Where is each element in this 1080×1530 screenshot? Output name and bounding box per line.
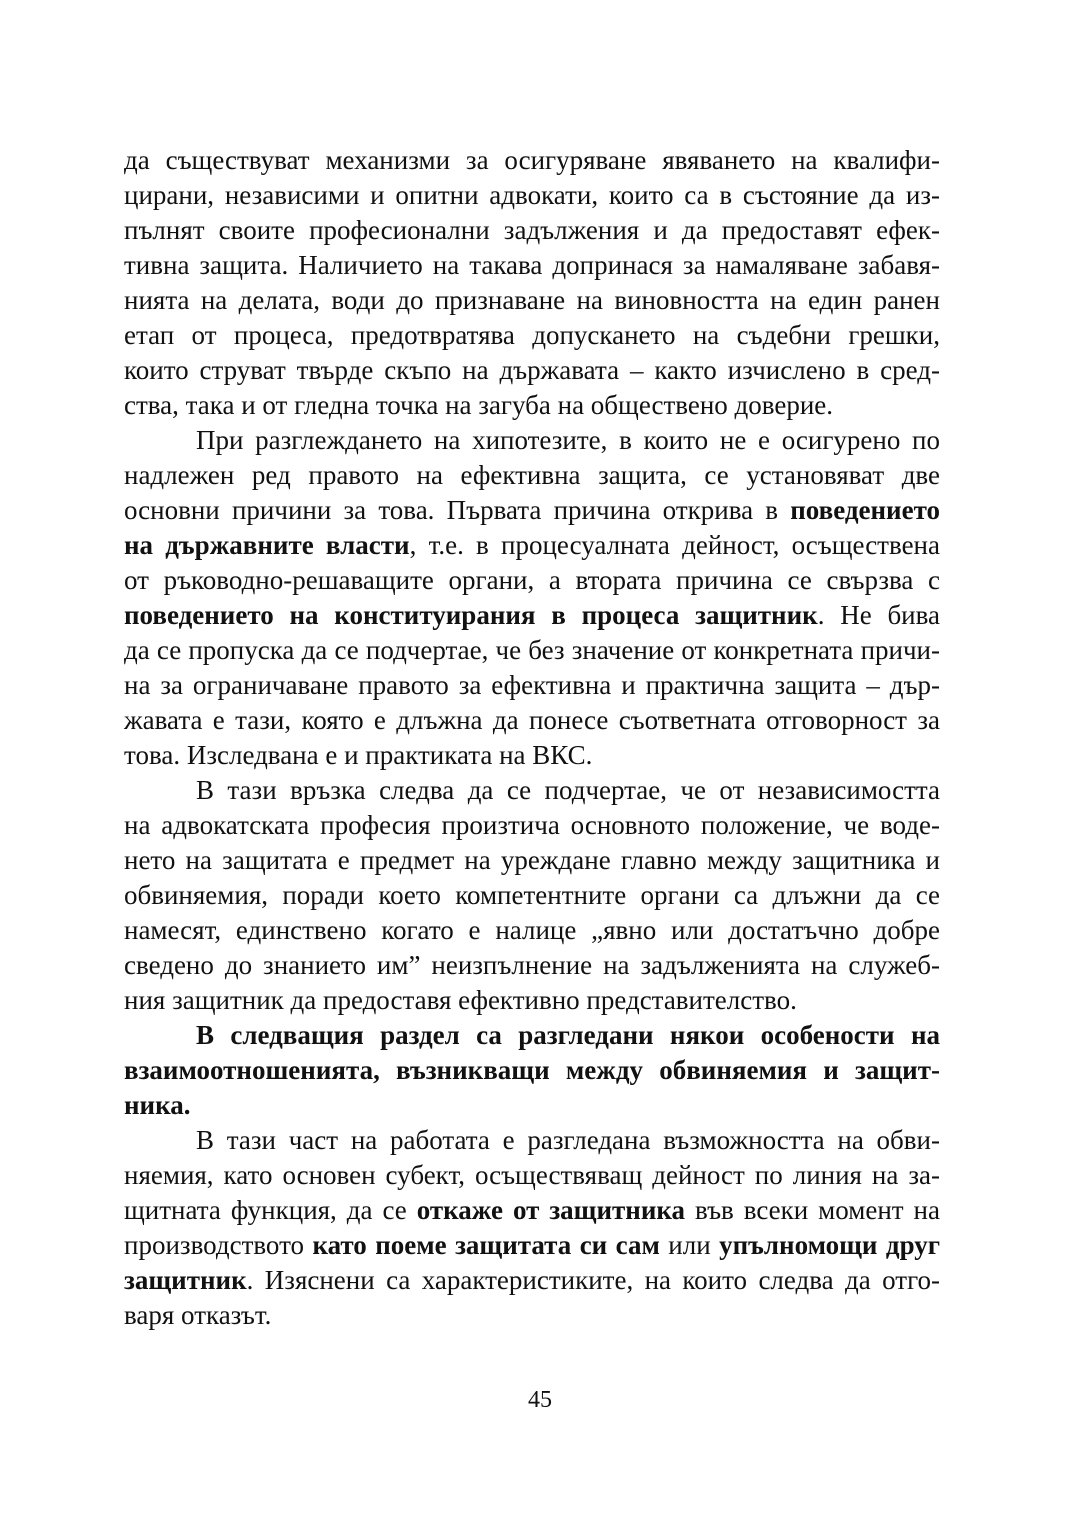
- paragraph: [124, 773, 940, 1018]
- text-segment: това. Изследвана е и практиката на ВКС.: [124, 740, 593, 770]
- text-segment: жавата е тази, която е длъжна да понесе съответната отговорност за: [124, 705, 940, 735]
- text-segment: във всеки момент на: [685, 1195, 940, 1225]
- paragraph: [124, 1123, 940, 1333]
- text-segment: При разглеждането на хипотезите, в които не е осигурено по: [196, 425, 940, 455]
- text-segment: щитната функция, да се: [124, 1195, 417, 1225]
- text-line: [124, 1193, 940, 1228]
- text-line: [124, 563, 940, 598]
- bold-text: упълномощи друг: [719, 1230, 940, 1260]
- text-segment: . Изяснени са характеристиките, на които следва да отго-: [246, 1265, 940, 1295]
- text-line: [124, 633, 940, 668]
- text-line: [124, 283, 940, 318]
- text-segment: . Не бива: [817, 600, 941, 630]
- text-segment: производството: [124, 1230, 313, 1260]
- paragraph: [124, 423, 940, 773]
- text-line: [124, 948, 940, 983]
- text-segment: ния защитник да предоставя ефективно представителство.: [124, 985, 797, 1015]
- paragraph: [124, 143, 940, 423]
- text-segment: цирани, независими и опитни адвокати, които са в състояние да из-: [124, 180, 940, 210]
- text-segment: да се пропуска да се подчертае, че без значение от конкретната причи-: [124, 635, 940, 665]
- text-line: [124, 1088, 940, 1123]
- text-line: [124, 1053, 940, 1088]
- page-body: [124, 143, 940, 1333]
- bold-text: защитник: [124, 1265, 247, 1295]
- text-line: [124, 1298, 940, 1333]
- text-line: [124, 1263, 940, 1298]
- text-line: [124, 248, 940, 283]
- text-segment: надлежен ред правото на ефективна защита, се установяват две: [124, 460, 940, 490]
- text-line: [124, 388, 940, 423]
- text-line: [124, 458, 940, 493]
- text-line: [124, 703, 940, 738]
- text-line: [124, 878, 940, 913]
- text-segment: или: [659, 1230, 720, 1260]
- text-line: [124, 1123, 940, 1158]
- bold-text: като поеме защитата си сам: [312, 1230, 660, 1260]
- bold-text: поведението: [790, 495, 940, 525]
- text-segment: етап от процеса, предотвратява допускането на съдебни грешки,: [124, 320, 940, 350]
- text-segment: В тази част на работата е разгледана възможността на обви-: [196, 1125, 940, 1155]
- text-line: [124, 143, 940, 178]
- bold-text: ника.: [124, 1090, 191, 1120]
- bold-text: на държавните власти: [124, 530, 410, 560]
- text-line: [124, 1018, 940, 1053]
- bold-text: взаимоотношенията, възникващи между обвиняемия и защит-: [124, 1055, 940, 1085]
- text-line: [124, 423, 940, 458]
- text-segment: намесят, единствено когато е налице „явно или достатъчно добре: [124, 915, 940, 945]
- text-line: [124, 528, 940, 563]
- text-segment: от ръководно-решаващите органи, а втората причина се свързва с: [124, 565, 940, 595]
- page-number: 45: [528, 1387, 552, 1413]
- text-line: [124, 318, 940, 353]
- text-segment: основни причини за това. Първата причина открива в: [124, 495, 791, 525]
- text-line: [124, 493, 940, 528]
- bold-text: откаже от защитника: [416, 1195, 686, 1225]
- text-line: [124, 738, 940, 773]
- text-line: [124, 668, 940, 703]
- text-line: [124, 598, 940, 633]
- text-segment: ства, така и от гледна точка на загуба на обществено доверие.: [124, 390, 834, 420]
- text-segment: В тази връзка следва да се подчертае, че от независимостта: [196, 775, 940, 805]
- text-segment: които струват твърде скъпо на държавата – както изчислено в сред-: [124, 355, 940, 385]
- text-segment: пълнят своите професионални задължения и да предоставят ефек-: [124, 215, 940, 245]
- text-line: [124, 843, 940, 878]
- text-line: [124, 773, 940, 808]
- paragraph: [124, 1018, 940, 1123]
- text-line: [124, 1228, 940, 1263]
- text-line: [124, 1158, 940, 1193]
- text-line: [124, 353, 940, 388]
- text-segment: сведено до знанието им” неизпълнение на задълженията на служеб-: [124, 950, 940, 980]
- text-line: [124, 983, 940, 1018]
- text-segment: , т.е. в процесуалната дейност, осъществена: [409, 530, 940, 560]
- text-line: [124, 913, 940, 948]
- text-segment: обвиняемия, поради което компетентните органи са длъжни да се: [124, 880, 940, 910]
- text-segment: да съществуват механизми за осигуряване явяването на квалифи-: [124, 145, 940, 175]
- bold-text: поведението на конституирания в процеса защитник: [124, 600, 818, 630]
- text-segment: тивна защита. Наличието на такава допринася за намаляване забавя-: [124, 250, 940, 280]
- text-segment: няемия, като основен субект, осъществяващ дейност по линия на за-: [124, 1160, 940, 1190]
- text-line: [124, 808, 940, 843]
- text-segment: нето на защитата е предмет на уреждане главно между защитника и: [124, 845, 940, 875]
- bold-text: В следващия раздел са разгледани някои особености на: [196, 1020, 940, 1050]
- text-segment: на адвокатската професия произтича основното положение, че воде-: [124, 810, 940, 840]
- text-line: [124, 178, 940, 213]
- text-segment: нията на делата, води до признаване на виновността на един ранен: [124, 285, 940, 315]
- text-line: [124, 213, 940, 248]
- text-segment: на за ограничаване правото за ефективна и практична защита – дър-: [124, 670, 940, 700]
- text-segment: варя отказът.: [124, 1300, 272, 1330]
